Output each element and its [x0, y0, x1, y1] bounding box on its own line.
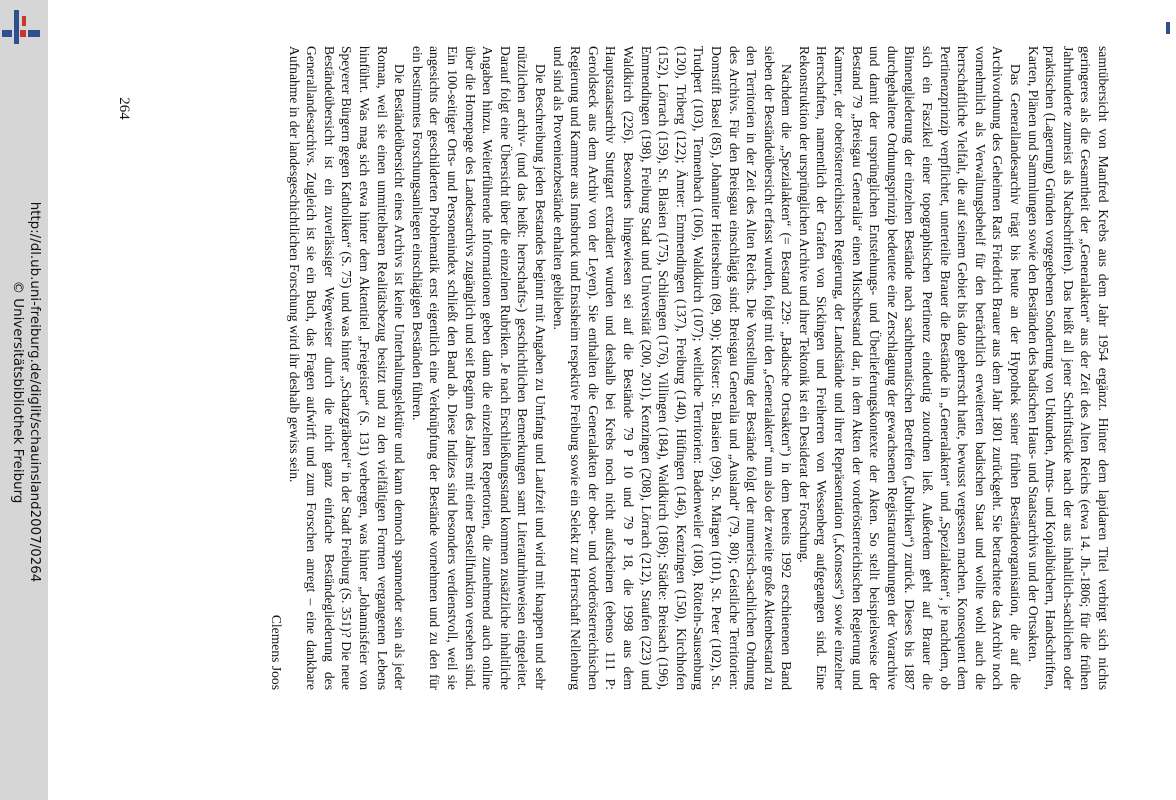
corner-marker: [1166, 22, 1170, 34]
source-footer: [9, 0, 43, 792]
copyright-notice: © Universitätsbibliothek Freiburg: [10, 280, 25, 504]
paragraph-3: Nachdem die „Spezialakten“ (= Bestand 229: „Badische Ortsakten“) in dem bereits 1992 erschienenen Band sieben der Beständeübersicht erfasst wurden, folgt mit den „Generalakten“ nun also der zweite große Aktenbestand zu den Territorien in der Zeit des Alten Reichs. Die Vorstellung der Bestände folgt der numerisch-sachlichen Ordnung des Archivs. Für den Breisgau einschlägig sind: Breisgau Generalia und „Ausland“ (79, 80); Geistliche Territorien: Domstift Basel (85), Johanniter Heitersheim (89, 90); Klöster: St. Blasien (99), St. Märgen (101), St. Peter (102), St. Trudpert (103), Tennenbach (106), Waldkirch (107); weltliche Territorien: Badenweiler (108), Rötteln-Sausenburg (120), Triberg (122); Ämter: Emmendingen (137), Freiburg (140), Hüfingen (146), Kenzingen (150), Kirchhofen (152), Lörrach (159), St. Blasien (175), Schliengen (176), Villingen (184), Waldkirch (186); Städte: Breisach (196), Emmendingen (198), Freiburg Stadt und Universität (200, 201), Kenzingen (208), Lörrach (212), Staufen (223) und Waldkirch (226). Besonders hingewiesen sei auf die Bestände 79 P 10 und 79 P 18, die 1998 aus dem Hauptstaatsarchiv Stuttgart extradiert wurden und deshalb bei Krebs noch nicht aufscheinen (ebenso 111 P: Geroldseck aus dem Archiv von der Leyen). Sie enthalten die Generalakten der ober- und vorderösterreichischen Regierung und Kammer aus Innsbruck und Ensisheim respektive Freiburg sowie ein Selekt zur Herrschaft Nellenburg und sind als Provenienzbestände erhalten geblieben.: [550, 46, 795, 690]
author-signature: Clemens Joos: [269, 614, 285, 690]
paragraph-1: samtübersicht von Manfred Krebs aus dem Jahr 1954 ergänzt. Hinter dem lapidaren Titel verbirgt sich nichts geringeres als die Gesamtheit der „Generalakten“ aus der Zeit des Alten Reichs (etwa 14. Jh.-1806; für die frühen Jahrhunderte zumeist als Nachschriften). Das heißt all jener Schriftstücke nach der aus inhaltlich-sachlichen oder praktischen (Lagerung) Gründen vorgegebenen Sonderung von Urkunden, Amts- und Kopialbüchern, Handschriften, Karten, Plänen und Sammlungen sowie den Beständen des badischen Haus- und Staatsarchivs und der Ortsakten.: [1025, 46, 1111, 690]
scanned-page: [112, 38, 1112, 698]
viewer-side-strip: [0, 0, 48, 800]
source-url[interactable]: http://dl.ub.uni-freiburg.de/diglit/schauinsland2007/0264: [27, 201, 42, 583]
paragraph-4: Die Beschreibung jeden Bestandes beginnt mit Angaben zu Umfang und Laufzeit und wird mit knappen und sehr nützlichen archiv- (und das heißt: herrschafts-) geschichtlichen Bemerkungen samt Literaturhinweisen eingeleitet. Darauf folgt eine Übersicht über die einzelnen Rubriken. Je nach Erschließungsstand kommen zusätzliche inhaltliche Angaben hinzu. Weiterführende Informationen geben dann die einzelnen Repertorien, die zunehmend auch online über die Homepage des Landesarchivs zugänglich und seit Beginn des Jahres mit einer Bestellfunktion versehen sind. Ein 100-seitiger Orts- und Personenindex schließt den Band ab. Diese Indizes sind besonders verdienstvoll, weil sie angesichts der geschilderten Problematik erst eigentlich eine Verknüpfung der Bestände vornehmen und zu den für ein bestimmtes Forschungsanliegen einschlägigen Beständen führen.: [409, 46, 548, 690]
paragraph-5: Die Beständeübersicht eines Archivs ist keine Unterhaltungslektüre und kann dennoch spannender sein als jeder Roman, weil sie einen unmittelbaren Realitätsbezug besitzt und zu den vielfältigen Formen vergangenen Lebens hinführt. Was mag sich etwa hinter dem Aktentitel „Freigeister“ (S. 131) verbergen, was hinter „Johannisfeier von Speyerer Bürgern gegen Katholiken“ (S. 75) und was hinter „Schatzgräberei“ in der Stadt Freiburg (S. 351)? Die neue Beständeübersicht ist ein zuverlässiger Wegweiser durch die nicht ganz einfache Beständegliederung des Generallandesarchivs. Zugleich ist sie ein Buch, das Fragen aufwirft und zum Forschen anregt – eine dankbare Aufnahme in der landesgeschichtlichen Forschung wird ihr deshalb gewiss sein.: [286, 46, 408, 690]
page-number: 264: [115, 97, 132, 120]
paragraph-2: Das Generallandesarchiv trägt bis heute an der Hypothek seiner frühen Beständeorganisation, die auf die Archivordnung des Geheimen Rats Friedrich Brauer aus dem Jahr 1801 zurückgeht. Sie betrachtete das Archiv noch vornehmlich als Verwaltungsbehelf für den beträchtlich erweiterten badischen Staat und wollte wohl auch die herrschaftliche Vielfalt, die auf seinem Gebiet bis dato geherrscht hatte, bewusst vergessen machen. Konsequent dem Pertinenzprinzip verpflichtet, unterteilte Brauer die Bestände in „Generalakten“ und „Spezialakten“, je nachdem, ob sich ein Faszikel einer topographischen Pertinenz eindeutig zuordnen ließ. Außerdem geht auf Brauer die Binnengliederung der einzelnen Bestände nach sachthematischen Betreffen („Rubriken“) zurück. Dieses bis 1887 durchgehaltene Ordnungsprinzip bedeutete eine Zerschlagung der gewachsenen Registraturordnungen der Vorarchive und damit der ursprünglichen Entstehungs- und Überlieferungskontexte der Akten. So stellt beispielsweise der Bestand 79 „Breisgau Generalia“ einen Mischbestand dar, in dem Akten der vorderösterreichischen Regierung und Kammer, der oberösterreichischen Regierung, der Landstände und ihrer Repräsentation („Konsess“) sowie einzelner Herrschaften, namentlich der Grafen von Sickingen und Freiherren von Wessenberg aufgegangen sind. Eine Rekonstruktion der ursprünglichen Archive und ihrer Tektonik ist ein Desiderat der Forschung.: [796, 46, 1024, 690]
